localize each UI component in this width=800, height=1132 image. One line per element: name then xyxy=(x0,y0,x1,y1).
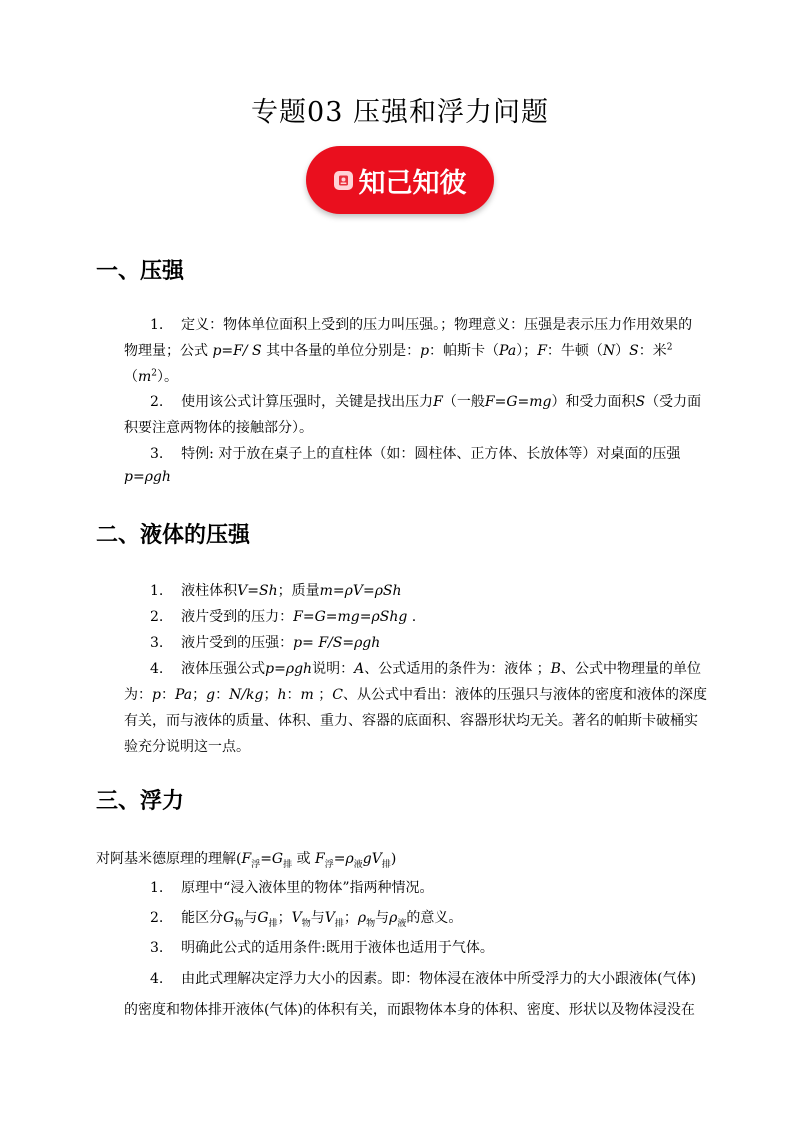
s1-item-3-line-1: 3. 特例: 对于放在桌子上的直柱体（如：圆柱体、正方体、长放体等）对桌面的压强 xyxy=(150,446,681,462)
badge-label: 知己知彼 xyxy=(358,167,467,199)
s1-item-1-line-2: 物理量；公式 p=F/ S 其中各量的单位分别是：p：帕斯卡（Pa）；F：牛顿（N）S：米$^2$ xyxy=(124,342,673,359)
s1-item-1-line-3: $(m^2)$。 xyxy=(124,368,179,385)
s3-item-3: 3. 明确此公式的适用条件:既用于液体也适用于气体。 xyxy=(150,940,494,956)
page-title: 专题03 压强和浮力问题 xyxy=(251,97,549,128)
s1-item-2-line-2: 积要注意两物体的接触部分）。 xyxy=(124,420,313,436)
s1-item-1-line-1: 1. 定义：物体单位面积上受到的压力叫压强。；物理意义：压强是表示压力作用效果的 xyxy=(150,317,693,333)
section-2-heading: 二、液体的压强 xyxy=(96,523,251,548)
s2-item-2: 2. 液片受到的压力：F=G=mg=ρShg . xyxy=(150,609,417,625)
s2-item-1: 1. 液柱体积V=Sh；质量m=ρV=ρSh xyxy=(150,583,402,599)
section-3-heading: 三、浮力 xyxy=(96,789,185,814)
s2-item-4-line-4: 验充分说明这一点。 xyxy=(124,739,250,755)
s2-item-4-line-1: 4. 液体压强公式p=ρgh说明：A、公式适用的条件为：液体 ；B、公式中物理量的单位 xyxy=(150,661,701,677)
s2-item-4-line-2: 为：p：Pa；g：N/kg；h：m ；C、从公式中看出：液体的压强只与液体的密度和液体的深度 xyxy=(124,687,707,703)
s3-item-4-line-1: 4. 由此式理解决定浮力大小的因素。即：物体浸在液体中所受浮力的大小跟液体(气体) xyxy=(150,971,697,987)
zhijizhibi-badge xyxy=(306,146,494,214)
s3-item-2: 2. 能区分$G_物$与$G_排$；$V_物$与$V_排$；$\rho_物$与$\rho_液$的意义。 xyxy=(150,910,463,929)
s2-item-3: 3. 液片受到的压强：p= F/S=ρgh xyxy=(150,635,381,651)
s3-intro: 对阿基米德原理的理解($F_浮=G_排$ 或 $F_浮=\rho_液gV_排$) xyxy=(96,851,397,870)
section-1-heading: 一、压强 xyxy=(96,259,185,284)
s3-item-4-line-2: 的密度和物体排开液体(气体)的体积有关，而跟物体本身的体积、密度、形状以及物体浸没在 xyxy=(124,1002,695,1018)
s3-item-1: 1. 原理中“浸入液体里的物体”指两种情况。 xyxy=(150,880,434,896)
s2-item-4-line-3: 有关，而与液体的质量、体积、重力、容器的底面积、容器形状均无关。著名的帕斯卡破桶实 xyxy=(124,713,698,729)
s1-item-3-line-2: p=ρgh xyxy=(124,469,171,485)
book-icon xyxy=(334,171,353,190)
s1-item-2-line-1: 2. 使用该公式计算压强时，关键是找出压力F（一般F=G=mg）和受力面积S（受力面 xyxy=(150,394,702,410)
